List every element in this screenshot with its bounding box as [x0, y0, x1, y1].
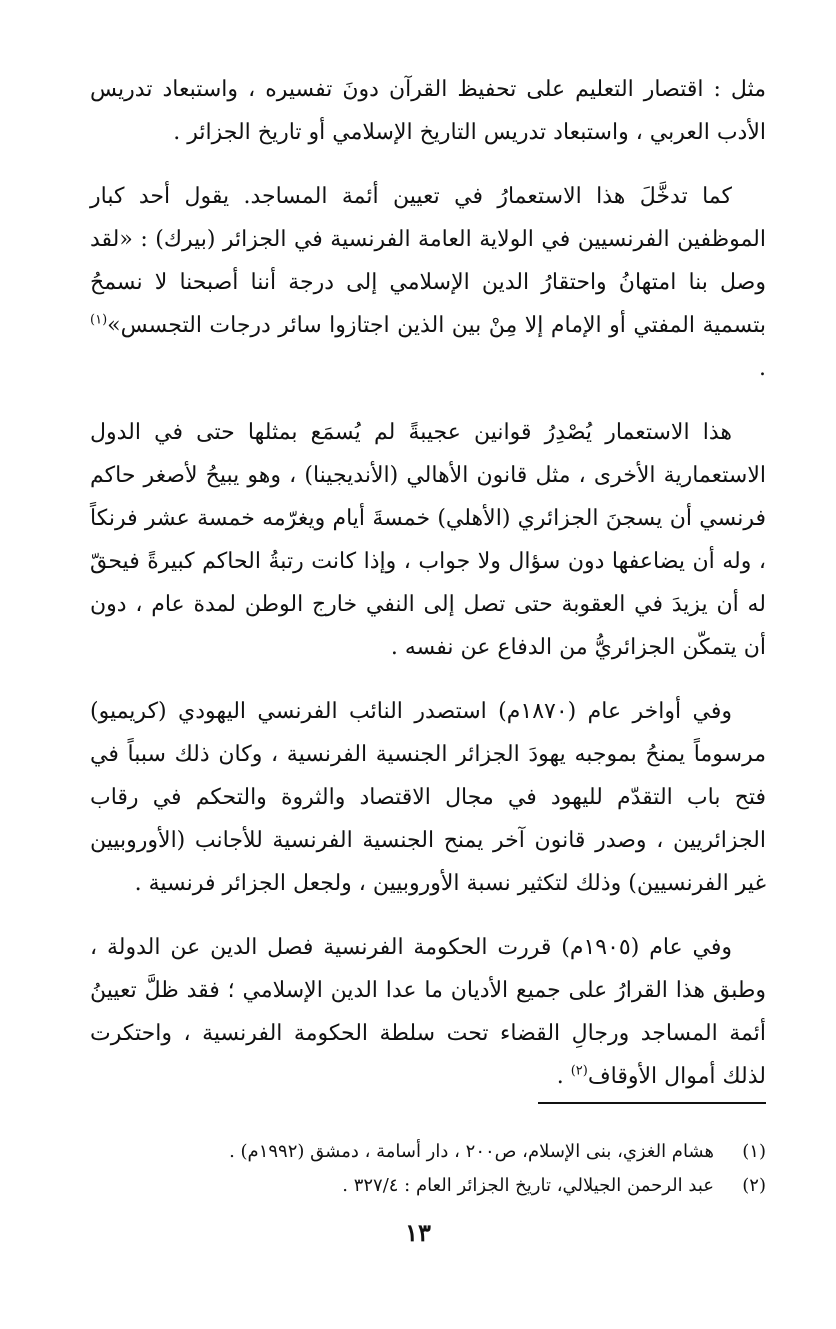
paragraph-5: وفي عام (١٩٠٥م) قررت الحكومة الفرنسية فصل الدين عن الدولة ، وطبق هذا القرارُ على جميع الأديان ما عدا الدين الإسلامي ؛ فقد ظلَّ تعيينُ أئمة المساجد ورجالِ القضاء تحت سلطة الحكومة الفرنسية ، واحتكرت لذلك أموال الأوقاف$^{(٢)}$ . — [90, 935, 766, 1089]
paragraph-1: مثل : اقتصار التعليم على تحفيظ القرآن دونَ تفسيره ، واستبعاد تدريس الأدب العربي ، واستبعاد تدريس التاريخ الإسلامي أو تاريخ الجزائر . — [90, 77, 766, 145]
footnote-text: هشام الغزي، بنى الإسلام، ص٢٠٠ ، دار أسامة ، دمشق (١٩٩٢م) . — [229, 1141, 714, 1162]
footnote-2 — [90, 1169, 766, 1203]
footnote-reference-1: (١) — [90, 312, 108, 328]
paragraph-3: هذا الاستعمار يُصْدِرُ قوانين عجيبةً لم يُسمَع بمثلها حتى في الدول الاستعمارية الأخرى ، مثل قانون الأهالي (الأنديجينا) ، وهو يبيحُ لأصغر حاكم فرنسي أن يسجنَ الجزائري (الأهلي) خمسةَ أيام ويغرّمه خمسة عشر فرنكاً ، وله أن يضاعفها دون سؤال ولا جواب ، وإذا كانت رتبةُ الحاكم كبيرةً فيحقّ له أن يزيدَ في العقوبة حتى تصل إلى النفي خارج الوطن لمدة عام ، دون أن يتمكّن الجزائريُّ من الدفاع عن نفسه . — [90, 420, 766, 660]
footnote-1 — [90, 1135, 766, 1169]
footnote-text: عبد الرحمن الجيلالي، تاريخ الجزائر العام : ٣٢٧/٤ . — [342, 1175, 714, 1196]
page-number: ١٣ — [405, 1218, 431, 1247]
paragraph-4: وفي أواخر عام (١٨٧٠م) استصدر النائب الفرنسي اليهودي (كريميو) مرسوماً يمنحُ بموجبه يهودَ الجزائر الجنسية الفرنسية ، وكان ذلك سبباً في فتح باب التقدّم لليهود في مجال الاقتصاد والثروة والتحكم في رقاب الجزائريين ، وصدر قانون آخر يمنح الجنسية الفرنسية للأجانب (الأوروبيين غير الفرنسيين) وذلك لتكثير نسبة الأوروبيين ، ولجعل الجزائر فرنسية . — [90, 699, 766, 896]
footnote-number: (٢) — [742, 1175, 766, 1196]
footnote-reference-2: (٢) — [570, 1063, 588, 1079]
main-text — [90, 68, 766, 1119]
paragraph-2: كما تدخَّلَ هذا الاستعمارُ في تعيين أئمة المساجد. يقول أحد كبار الموظفين الفرنسيين في الولاية العامة الفرنسية في الجزائر (بيرك) : «لقد وصل بنا امتهانُ واحتقارُ الدين الإسلامي إلى درجة أننا أصبحنا لا نسمحُ بتسمية المفتي أو الإمام إلا مِنْ بين الذين اجتازوا سائر درجات التجسس»$^{(١)}$ . — [90, 184, 766, 381]
footnote-separator — [538, 1102, 766, 1104]
footnote-number: (١) — [742, 1141, 766, 1162]
footnotes — [90, 1135, 766, 1203]
